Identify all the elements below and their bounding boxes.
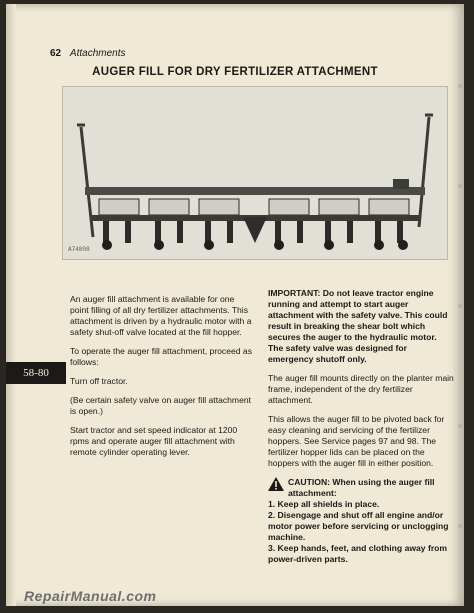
right-column	[268, 288, 454, 565]
operate-paragraph: To operate the auger fill attachment, proceed as follows:	[70, 346, 253, 367]
side-tab: 58-80	[6, 362, 66, 384]
step-start-tractor: Start tractor and set speed indicator at 1200 rpms and operate auger fill attachment with remote cylinder operating lever.	[70, 425, 238, 457]
step-safety-valve: (Be certain safety valve on auger fill attachment is open.)	[70, 395, 252, 416]
binding-hole	[458, 184, 462, 188]
binding-hole	[458, 524, 462, 528]
intro-paragraph: An auger fill attachment is available for one point filling of all dry fertilizer attachments. This attachment is driven by a hydraulic motor with a safety shut-off valve located at the fill hopper.	[70, 294, 252, 337]
binding-hole	[458, 84, 462, 88]
page-title: AUGER FILL FOR DRY FERTILIZER ATTACHMENT	[92, 66, 378, 78]
binding-hole	[458, 304, 462, 308]
page-spine-shadow	[6, 4, 16, 606]
important-note: IMPORTANT: Do not leave tractor engine running and attempt to start auger attachment with the safety valve. This could result in breaking the shear bolt which secures the auger to the hydraulic motor. The safety valve was designed for emergency shutoff only.	[268, 288, 448, 364]
caution-item: 1. Keep all shields in place.	[268, 499, 380, 509]
caution-title: CAUTION: When using the auger fill attachment:	[288, 477, 435, 498]
planter-photo	[62, 86, 448, 260]
manual-page	[6, 4, 464, 606]
watermark-logo: RepairManual.com	[24, 588, 157, 604]
page-header	[50, 48, 126, 59]
caution-item: 2. Disengage and shut off all engine and/or motor power before servicing or unclogging machine.	[268, 510, 449, 542]
step-turn-off: Turn off tractor.	[70, 376, 128, 386]
left-column	[70, 294, 252, 466]
pivot-paragraph: This allows the auger fill to be pivoted back for easy cleaning and servicing of the fertilizer hoppers. See Service pages 97 and 98. The fertilizer hopper lids can be placed on the hoppers with the auger fill in either position.	[268, 414, 445, 468]
figure-id: A74008	[68, 246, 90, 253]
mount-paragraph: The auger fill mounts directly on the planter main frame, independent of the dry fertilizer attachment.	[268, 373, 454, 405]
warning-triangle-icon	[268, 477, 284, 491]
caution-block	[268, 477, 454, 565]
planter-illustration	[63, 87, 447, 259]
page-number: 62	[50, 48, 62, 59]
caution-item: 3. Keep hands, feet, and clothing away from power-driven parts.	[268, 543, 448, 564]
binding-hole	[458, 424, 462, 428]
section-name: Attachments	[69, 48, 126, 59]
